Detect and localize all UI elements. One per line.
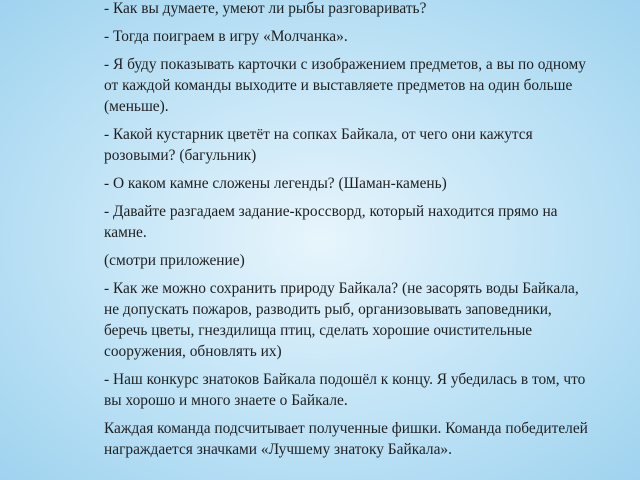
paragraph-nature-protection: - Как же можно сохранить природу Байкала? (не засорять воды Байкала, не допускать пожаров, разводить рыб, организовывать заповедники, беречь цветы, гнездилища птиц, сделать хорошие очистительные сооружения, обновлять их) (104, 280, 579, 360)
slide-text-block (104, 0, 594, 467)
paragraph-appendix-note: (смотри приложение) (104, 252, 245, 269)
paragraph-shrub-question: - Какой кустарник цветёт на сопках Байкала, от чего они кажутся розовыми? (багульник) (104, 126, 533, 164)
paragraph-cards-instruction: - Я буду показывать карточки с изображением предметов, а вы по одному от каждой команды выходите и выставляете предметов на один больше (меньше). (104, 56, 586, 115)
paragraph-awards: Каждая команда подсчитывает полученные фишки. Команда победителей награждается значками «Лучшему знатоку Байкала». (104, 420, 588, 458)
paragraph-crossword: - Давайте разгадаем задание-кроссворд, который находится прямо на камне. (104, 203, 558, 241)
paragraph-fish-question: - Как вы думаете, умеют ли рыбы разговаривать? (104, 0, 427, 17)
paragraph-game-intro: - Тогда поиграем в игру «Молчанка». (104, 28, 348, 45)
paragraph-stone-question: - О каком камне сложены легенды? (Шаман-камень) (104, 175, 447, 192)
paragraph-contest-end: - Наш конкурс знатоков Байкала подошёл к концу. Я убедилась в том, что вы хорошо и много знаете о Байкале. (104, 371, 586, 409)
